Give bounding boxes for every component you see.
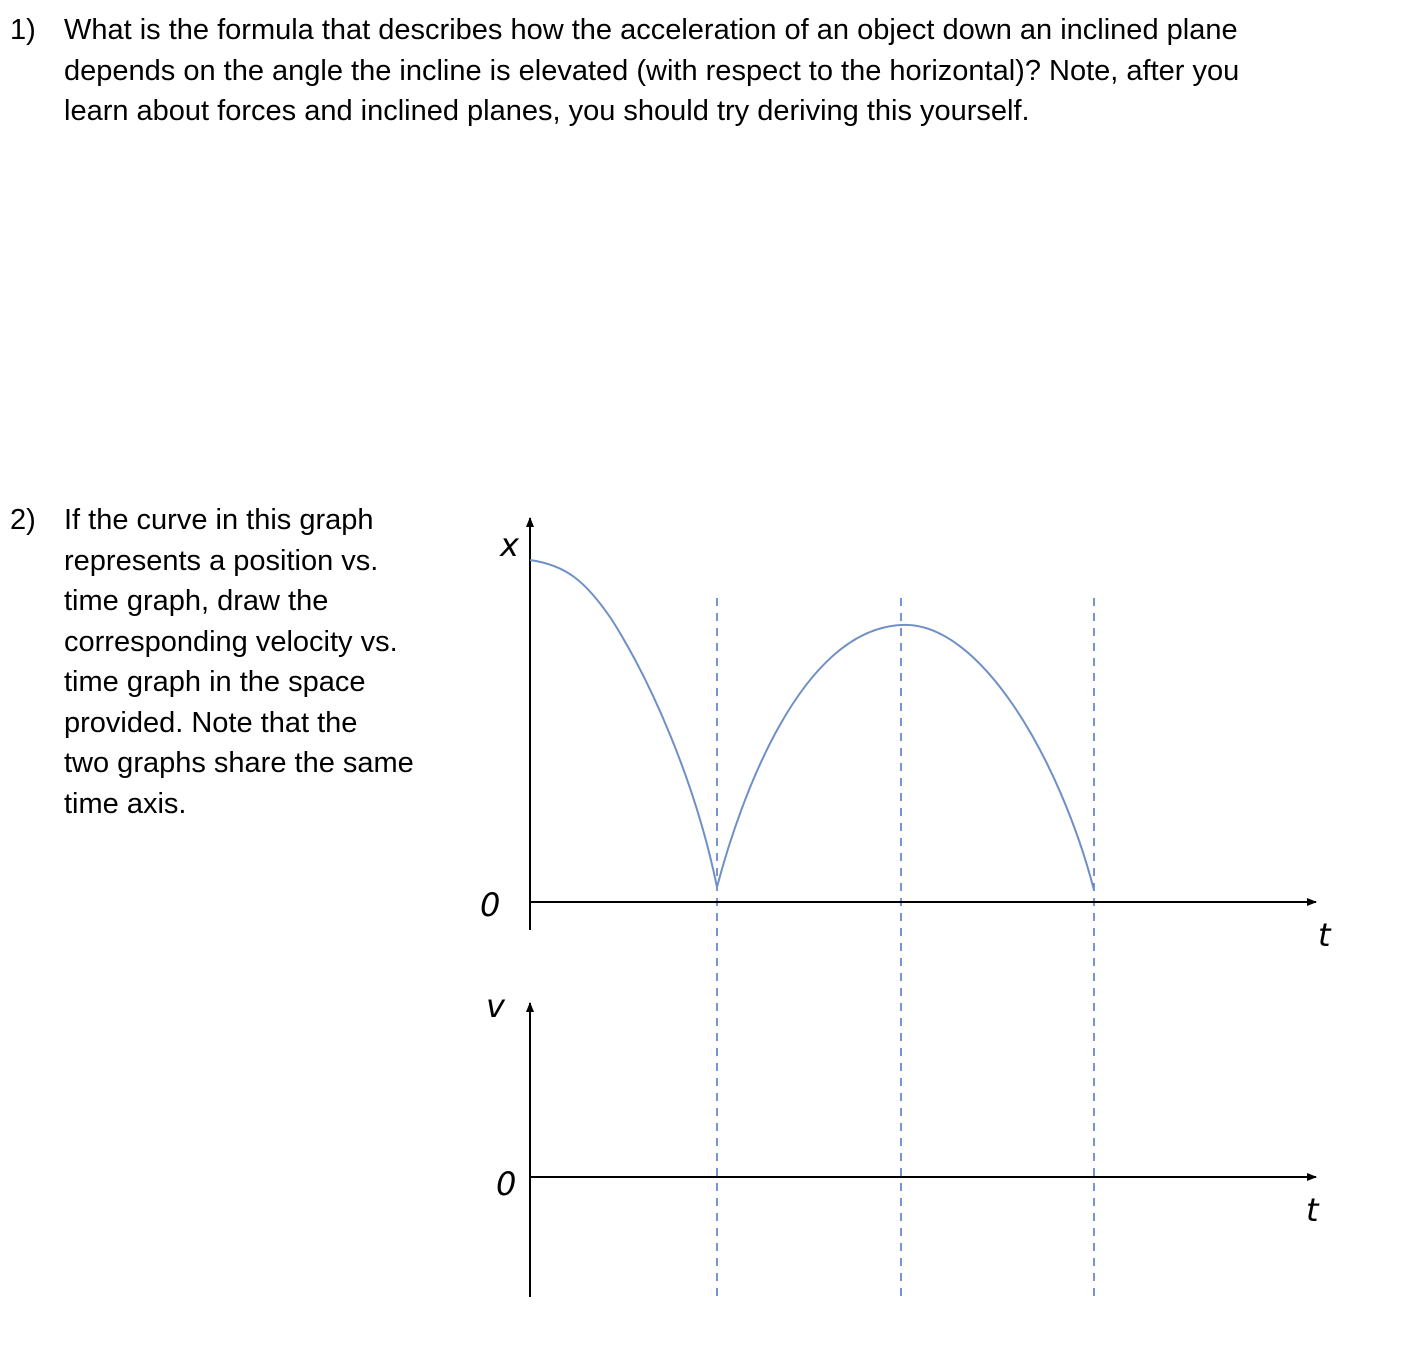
question-2-number: 2) xyxy=(10,504,36,536)
question-2-line: If the curve in this graph xyxy=(64,504,374,536)
question-2-line: time graph, draw the xyxy=(64,585,329,617)
question-2-line: time graph in the space xyxy=(64,666,366,698)
question-2-line: provided. Note that the xyxy=(64,706,358,739)
question-2-line: two graphs share the same xyxy=(64,747,414,779)
velocity-origin-label: 0 xyxy=(496,1165,517,1203)
velocity-graph xyxy=(486,987,1320,1297)
velocity-y-label: v xyxy=(486,987,505,1025)
question-2-line: represents a position vs. xyxy=(64,544,379,577)
position-curve xyxy=(530,560,1094,890)
velocity-t-label: t xyxy=(1306,1191,1319,1229)
position-y-label: x xyxy=(500,526,519,564)
question-2-line: corresponding velocity vs. xyxy=(64,625,398,658)
question-1-line: depends on the angle the incline is elevated (with respect to the horizontal)? Note, after you xyxy=(64,54,1240,87)
question-1-line: What is the formula that describes how the acceleration of an object down an inclined plane xyxy=(64,14,1238,46)
position-origin-label: 0 xyxy=(480,886,501,924)
position-graph xyxy=(480,518,1332,954)
question-2-line: time axis. xyxy=(64,787,187,820)
position-t-label: t xyxy=(1318,916,1331,954)
time-guides xyxy=(717,598,1094,1300)
question-1-line: learn about forces and inclined planes, you should try deriving this yourself. xyxy=(64,95,1030,127)
question-1-number: 1) xyxy=(10,14,36,46)
